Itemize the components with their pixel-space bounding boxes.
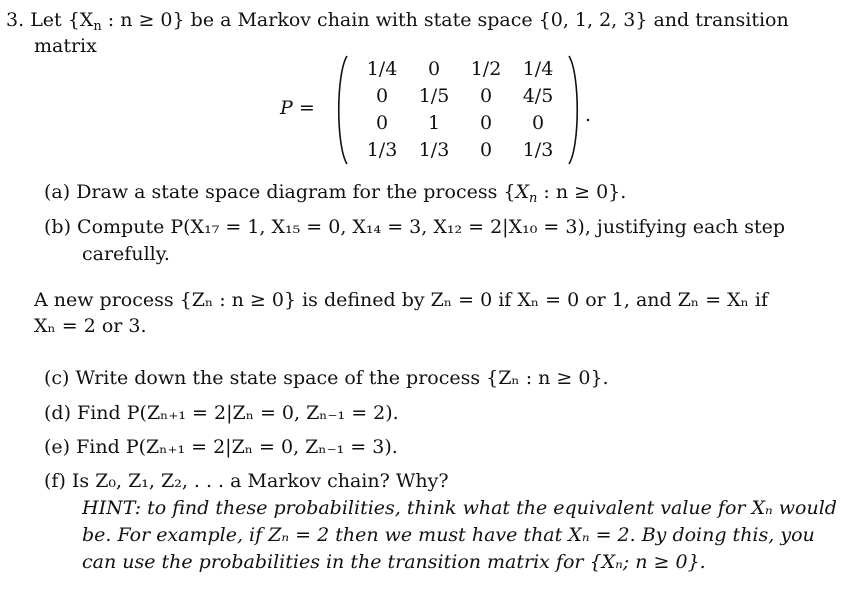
matrix-cell: 1/4	[522, 58, 554, 80]
part-b-line2: carefully.	[82, 243, 170, 265]
matrix-grid	[356, 56, 564, 164]
matrix-cell: 1	[427, 112, 441, 134]
problem-intro-text-1: Let {X	[30, 9, 94, 31]
problem-intro-text-2: : n ≥ 0} be a Markov chain with state space {0, 1, 2, 3} and transition	[101, 9, 789, 31]
problem-intro	[6, 8, 789, 32]
matrix-cell: 0	[531, 112, 545, 134]
part-f-text: Is Z₀, Z₁, Z₂, . . . a Markov chain? Why?	[71, 470, 449, 492]
part-d	[44, 401, 399, 425]
hint-line3: can use the probabilities in the transition matrix for {Xₙ; n ≥ 0}.	[82, 551, 706, 573]
part-a-sub: n	[529, 191, 538, 206]
matrix-cell: 1/4	[366, 58, 398, 80]
new-process-line2: Xₙ = 2 or 3.	[34, 315, 147, 337]
part-a	[44, 180, 626, 204]
part-e	[44, 435, 398, 459]
matrix-cell: 1/3	[366, 139, 398, 161]
matrix-cell: 0	[375, 112, 389, 134]
part-f-label: (f)	[44, 470, 66, 492]
matrix-cell: 1/2	[470, 58, 502, 80]
part-c-label: (c)	[44, 367, 70, 389]
part-b	[44, 215, 785, 239]
new-process-line1: A new process {Zₙ : n ≥ 0} is defined by Zₙ = 0 if Xₙ = 0 or 1, and Zₙ = Xₙ if	[34, 289, 769, 311]
matrix-label: P =	[280, 97, 315, 119]
part-a-label: (a)	[44, 181, 71, 203]
part-d-text: Find P(Zₙ₊₁ = 2|Zₙ = 0, Zₙ₋₁ = 2).	[77, 402, 399, 424]
matrix-cell: 0	[479, 112, 493, 134]
hint-line2: be. For example, if Zₙ = 2 then we must have that Xₙ = 2. By doing this, you	[82, 524, 815, 546]
matrix-cell: 0	[427, 58, 441, 80]
part-a-text-2: : n ≥ 0}.	[537, 181, 627, 203]
matrix-cell: 1/3	[418, 139, 450, 161]
part-c	[44, 366, 609, 390]
matrix-cell: 1/5	[418, 85, 450, 107]
part-b-line1: Compute P(X₁₇ = 1, X₁₅ = 0, X₁₄ = 3, X₁₂ = 2|X₁₀ = 3), justifying each step	[77, 216, 786, 238]
hint-line1: HINT: to find these probabilities, think what the equivalent value for Xₙ would	[82, 497, 837, 519]
matrix-cell: 0	[479, 85, 493, 107]
problem-intro-line2: matrix	[34, 35, 97, 57]
matrix-cell: 4/5	[522, 85, 554, 107]
part-e-text: Find P(Zₙ₊₁ = 2|Zₙ = 0, Zₙ₋₁ = 3).	[76, 436, 398, 458]
right-paren-icon	[566, 54, 584, 166]
part-a-var: X	[515, 181, 529, 203]
problem-intro-sub: n	[93, 19, 102, 34]
part-e-label: (e)	[44, 436, 71, 458]
matrix-cell: 0	[479, 139, 493, 161]
part-b-label: (b)	[44, 216, 71, 238]
part-d-label: (d)	[44, 402, 71, 424]
part-a-text-1: Draw a state space diagram for the process {	[76, 181, 516, 203]
part-f	[44, 469, 449, 493]
matrix-period: .	[585, 104, 592, 126]
matrix-cell: 0	[375, 85, 389, 107]
problem-number: 3.	[6, 9, 25, 31]
matrix-cell: 1/3	[522, 139, 554, 161]
part-c-text: Write down the state space of the process {Zₙ : n ≥ 0}.	[75, 367, 609, 389]
left-paren-icon	[332, 54, 350, 166]
